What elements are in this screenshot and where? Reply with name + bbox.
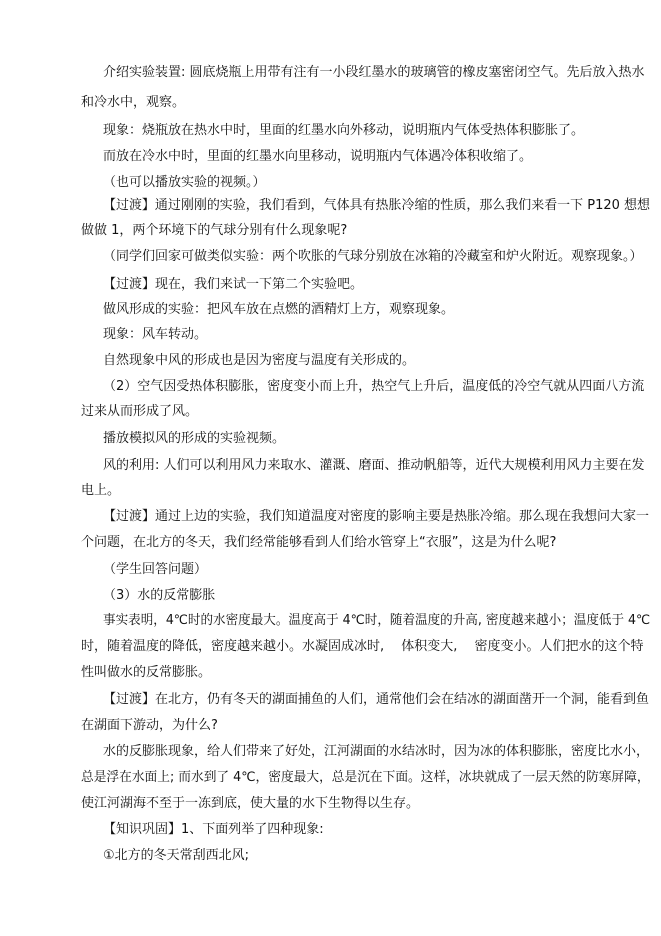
paragraph-line: 事实表明，4℃时的水密度最大。温度高于 4℃时，随着温度的升高, 密度越来越小；温度低于 4℃ <box>103 613 651 628</box>
paragraph-line: 风的利用: 人们可以利用风力来取水、灌溉、磨面、推动帆船等，近代大规模利用风力主要在发 <box>103 458 645 473</box>
paragraph-line: 在湖面下游动，为什么? <box>81 718 218 733</box>
paragraph-line: 自然现象中风的形成也是因为密度与温度有关形成的。 <box>103 353 416 368</box>
paragraph-line: 而放在冷水中时，里面的红墨水向里移动，说明瓶内气体遇冷体积收缩了。 <box>103 149 533 164</box>
paragraph-line: 和冷水中，观察。 <box>81 95 186 110</box>
paragraph-line: （学生回答问题） <box>103 562 208 577</box>
paragraph-line: ①北方的冬天常刮西北风; <box>103 848 250 863</box>
paragraph-line: 总是浮在水面上; 而水到了 4℃，密度最大，总是沉在下面。这样，冰块就成了一层天然的防寒屏障， <box>81 770 650 785</box>
paragraph-line: 做做 1，两个环境下的气球分别有什么现象呢? <box>81 223 348 238</box>
paragraph-line: 电上。 <box>81 483 121 498</box>
paragraph-line: 【过渡】通过上边的实验，我们知道温度对密度的影响主要是热胀冷缩。那么现在我想问大家一 <box>103 509 650 524</box>
paragraph-line: （3）水的反常膨胀 <box>103 588 216 603</box>
paragraph-line: 现象：风车转动。 <box>103 327 208 342</box>
paragraph-line: （也可以播放实验的视频。） <box>103 175 266 190</box>
paragraph-line: 时，随着温度的降低，密度越来越小。水凝固成冰时, 体积变大, 密度变小。人们把水的这个特 <box>81 639 644 654</box>
paragraph-line: （同学们回家可做类似实验：两个吹胀的气球分别放在冰箱的冷藏室和炉火附近。观察现象。） <box>103 249 643 264</box>
paragraph-line: 介绍实验装置: 圆底烧瓶上用带有注有一小段红墨水的玻璃管的橡皮塞密闭空气。先后放入热水 <box>103 65 645 80</box>
paragraph-line: 【过渡】通过刚刚的实验，我们看到，气体具有热胀冷缩的性质，那么我们来看一下 P120 想想 <box>103 198 650 213</box>
paragraph-line: 个问题，在北方的冬天，我们经常能够看到人们给水管穿上“衣服”，这是为什么呢? <box>81 535 557 550</box>
paragraph-line: 做风形成的实验：把风车放在点燃的酒精灯上方，观察现象。 <box>103 302 455 317</box>
paragraph-line: 性叫做水的反常膨胀。 <box>81 665 212 680</box>
paragraph-line: 【过渡】在北方，仍有冬天的湖面捕鱼的人们，通常他们会在结冰的湖面凿开一个洞，能看到鱼 <box>103 692 650 707</box>
paragraph-line: 【过渡】现在，我们来试一下第二个实验吧。 <box>103 277 364 292</box>
paragraph-line: 过来从而形成了风。 <box>81 404 199 419</box>
paragraph-line: 【知识巩固】1、下面列举了四种现象: <box>103 822 324 837</box>
paragraph-line: 使江河湖海不至于一冻到底，使大量的水下生物得以生存。 <box>81 796 420 811</box>
paragraph-line: 现象：烧瓶放在热水中时，里面的红墨水向外移动，说明瓶内气体受热体积膨胀了。 <box>103 123 585 138</box>
paragraph-line: （2）空气因受热体积膨胀，密度变小而上升，热空气上升后，温度低的冷空气就从四面八方流 <box>103 379 645 394</box>
paragraph-line: 播放模拟风的形成的实验视频。 <box>103 431 286 446</box>
paragraph-line: 水的反膨胀现象，给人们带来了好处，江河湖面的水结冰时，因为冰的体积膨胀，密度比水小， <box>103 744 650 759</box>
